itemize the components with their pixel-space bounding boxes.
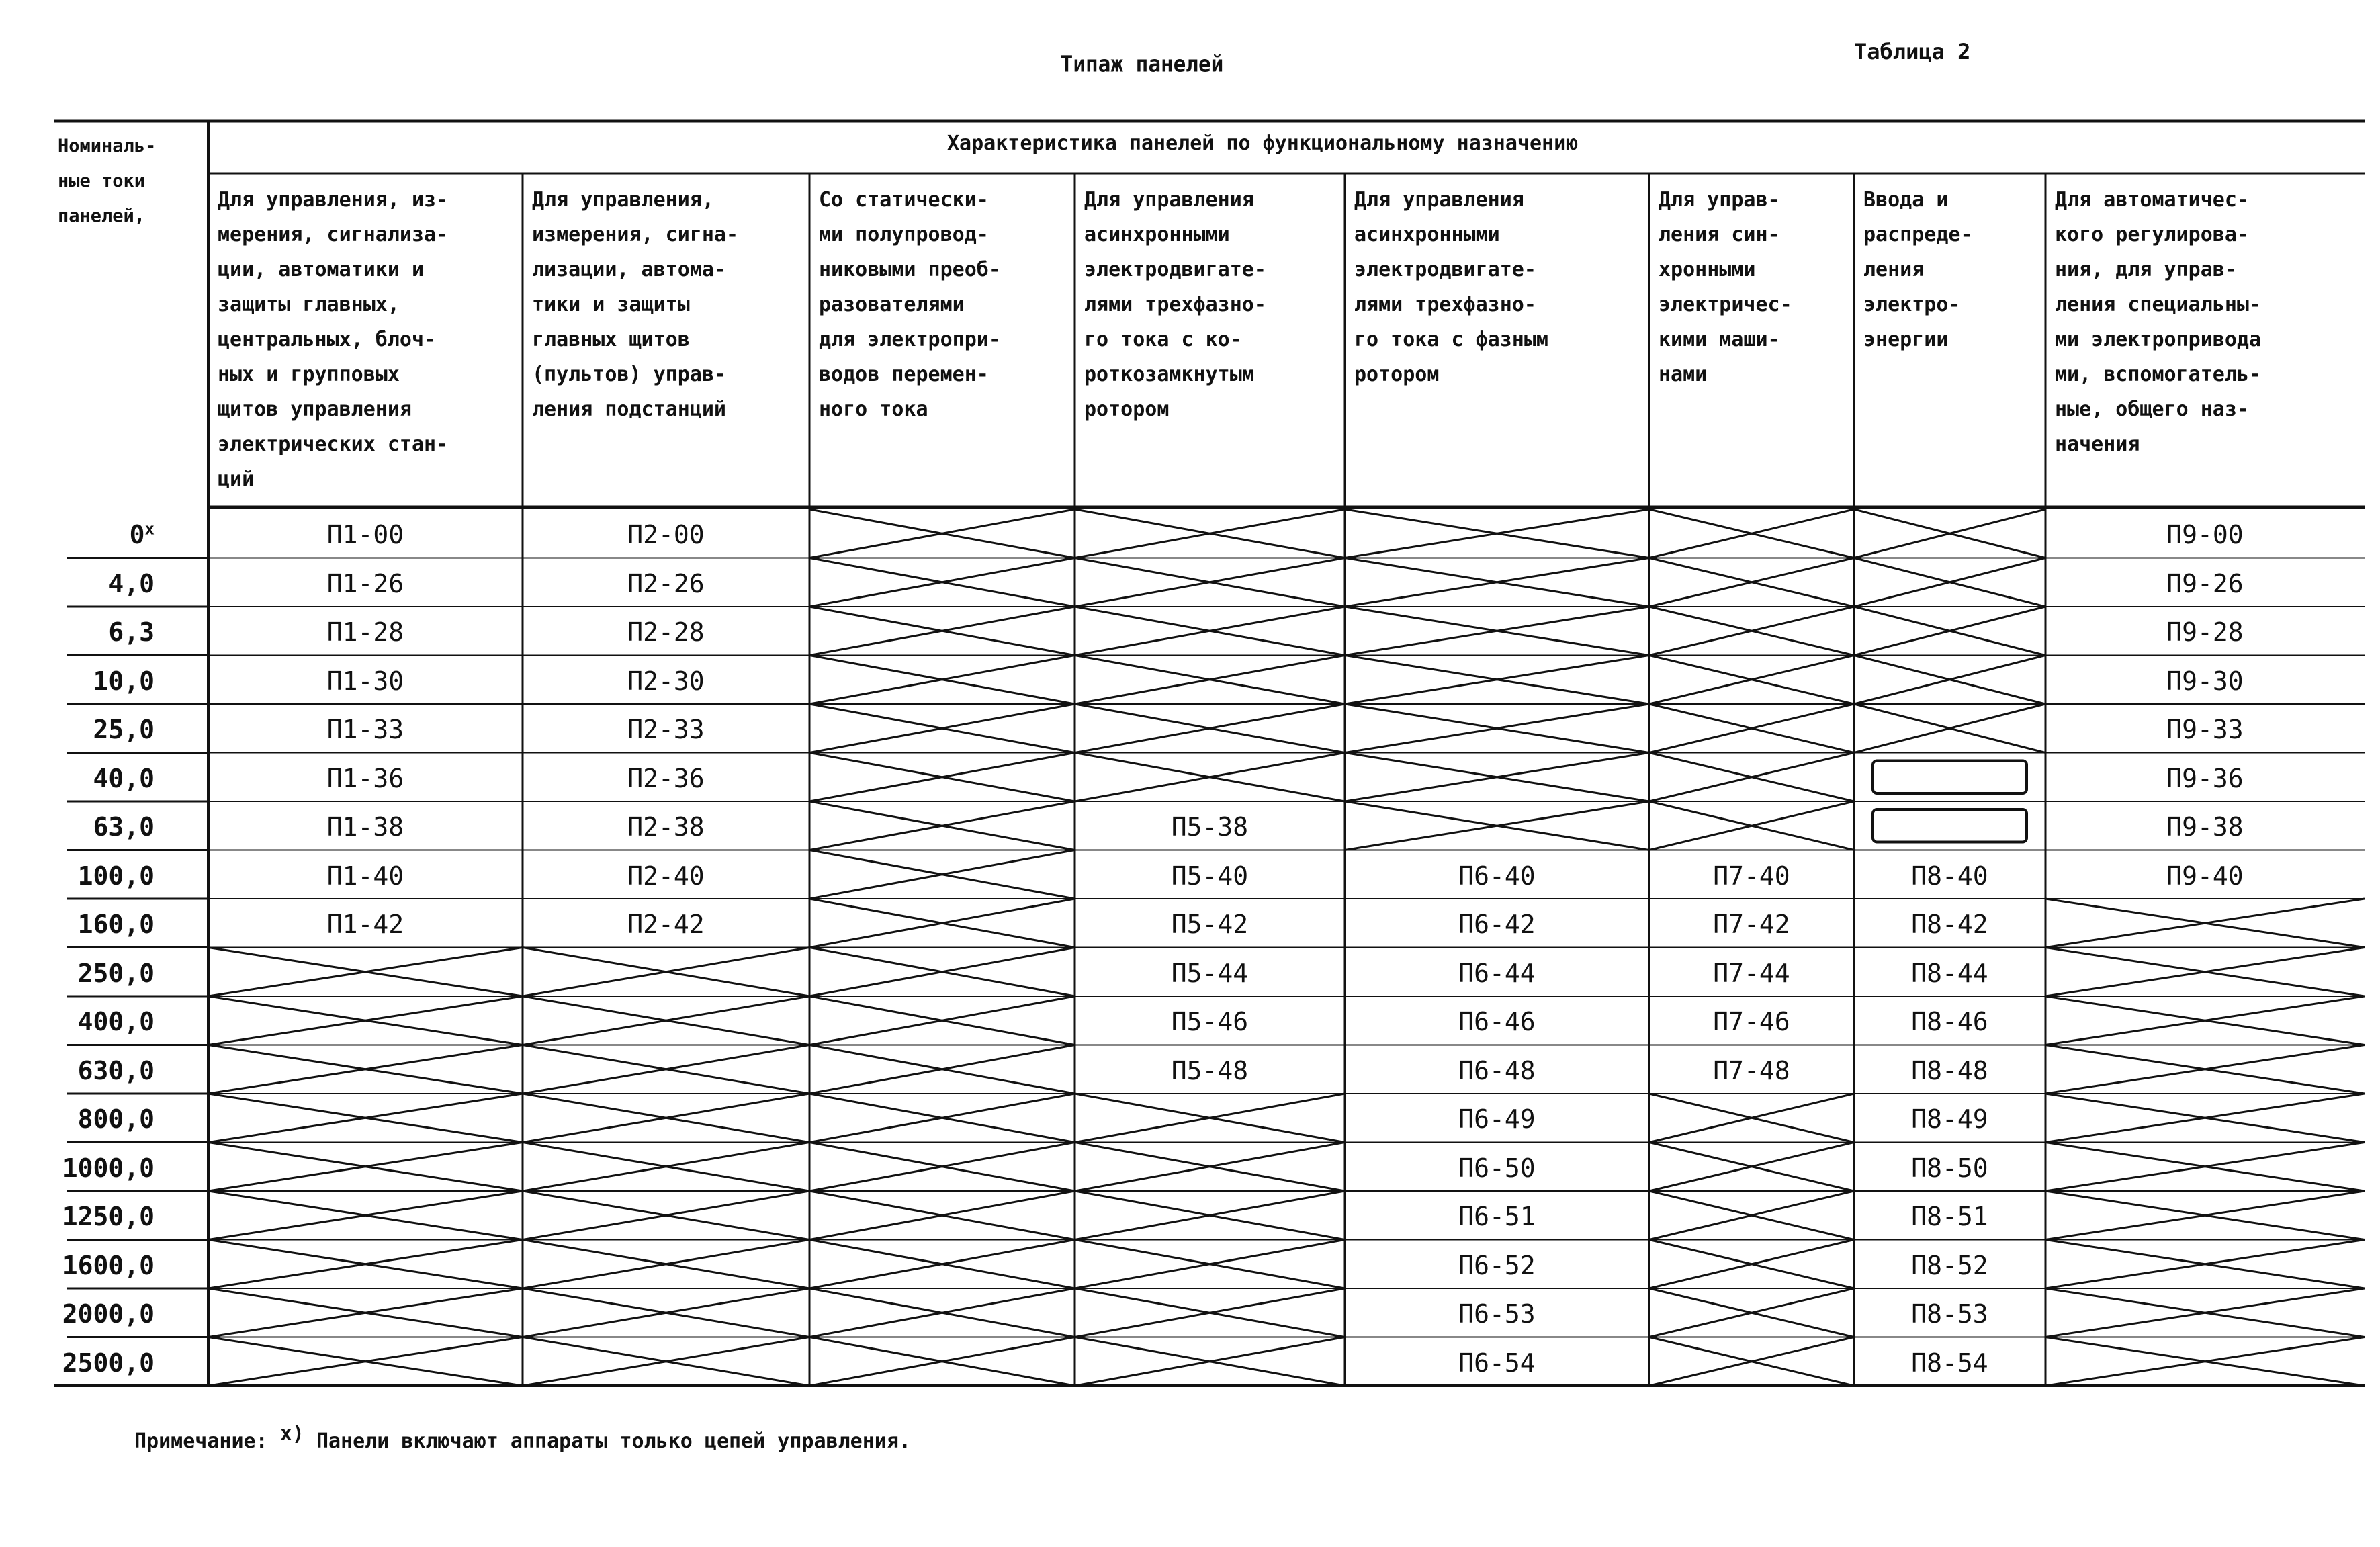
panel-code: П7-48 <box>1713 1055 1790 1086</box>
current-label <box>40 1192 155 1241</box>
panel-code: П9-33 <box>2166 715 2244 744</box>
panel-code: П8-49 <box>1911 1104 1988 1134</box>
current-value: 2500,0 <box>62 1347 155 1378</box>
column-header: Ввода и распреде- ления электро- энергии <box>1863 188 1973 351</box>
panel-code: П8-44 <box>1911 958 1988 988</box>
current-label <box>40 1095 155 1143</box>
current-value: 10,0 <box>93 666 155 696</box>
current-label <box>40 852 155 900</box>
current-label <box>40 803 155 851</box>
panel-code: П9-38 <box>2166 812 2244 842</box>
panel-code: П7-44 <box>1713 958 1790 988</box>
column-header: Для автоматичес- кого регулирова- ния, для управ- ления специальны- ми электропривода ми, вспомогатель- ные, общего наз- начения <box>2055 188 2262 456</box>
panel-code: П2-42 <box>627 910 705 939</box>
current-label <box>40 705 155 754</box>
panel-code: П7-42 <box>1713 910 1790 939</box>
panel-code: П2-00 <box>627 520 705 549</box>
panel-code: П9-00 <box>2166 520 2244 549</box>
current-value: 40,0 <box>93 763 155 793</box>
panel-code: П6-40 <box>1458 860 1536 891</box>
panel-code: П6-42 <box>1458 910 1536 939</box>
blank-box-cell <box>1873 809 2027 842</box>
panel-code: П8-50 <box>1911 1153 1988 1183</box>
current-value: 1600,0 <box>62 1250 155 1280</box>
current-label <box>40 1144 155 1192</box>
current-value: 800,0 <box>77 1104 155 1134</box>
panel-code: П2-36 <box>627 763 705 793</box>
panel-code: П6-50 <box>1458 1153 1536 1183</box>
panel-code: П5-40 <box>1171 860 1249 891</box>
current-footnote-marker: x <box>144 519 155 539</box>
current-label <box>40 754 155 803</box>
panel-code: П2-30 <box>627 666 705 696</box>
panel-code: П6-46 <box>1458 1007 1536 1036</box>
panel-code: П6-49 <box>1458 1104 1536 1134</box>
panel-code: П8-53 <box>1911 1299 1988 1329</box>
table-label: Таблица 2 <box>1854 39 1971 64</box>
panel-code: П5-38 <box>1171 812 1249 842</box>
current-label <box>40 1339 155 1387</box>
current-value: 250,0 <box>77 958 155 988</box>
current-value: 6,3 <box>108 617 155 647</box>
current-value: 25,0 <box>93 715 155 744</box>
current-label <box>40 608 155 656</box>
panel-code: П5-42 <box>1171 910 1249 939</box>
footnote-label: Примечание: <box>134 1429 268 1453</box>
panel-code: П1-00 <box>326 520 404 549</box>
panel-code: П1-38 <box>326 812 404 842</box>
panel-code: П1-28 <box>326 617 404 647</box>
panel-code: П5-48 <box>1171 1055 1249 1086</box>
current-value: 1000,0 <box>62 1153 155 1183</box>
column-header: Для управления, измерения, сигна- лизации, автома- тики и защиты главных щитов (пультов) управ- ления подстанций <box>532 188 739 421</box>
footnote <box>134 1422 911 1453</box>
current-label <box>40 1241 155 1290</box>
panel-code: П5-46 <box>1171 1007 1249 1036</box>
current-value: 100,0 <box>77 860 155 891</box>
panel-code: П1-26 <box>326 568 404 599</box>
panel-code: П8-48 <box>1911 1055 1988 1086</box>
column-header: Для управления, из- мерения, сигнализа- ции, автоматики и защиты главных, центральных, блоч- ных и групповых щитов управления электрических стан- ций <box>218 188 449 491</box>
current-label <box>40 1290 155 1338</box>
panel-code: П1-30 <box>326 666 404 696</box>
column-group-header: Характеристика панелей по функциональному назначению <box>947 132 1579 155</box>
panel-code: П9-40 <box>2166 860 2244 891</box>
current-value: 2000,0 <box>62 1299 155 1329</box>
column-header: Для управления асинхронными электродвигате- лями трехфазно- го тока с фазным ротором <box>1354 188 1548 386</box>
panel-code: П6-51 <box>1458 1202 1536 1231</box>
current-value: 630,0 <box>77 1055 155 1086</box>
panel-code: П2-28 <box>627 617 705 647</box>
current-value: 0 <box>129 520 145 549</box>
panel-code: П8-51 <box>1911 1202 1988 1231</box>
current-label <box>40 949 155 998</box>
current-value: 4,0 <box>108 568 155 599</box>
current-value: 1250,0 <box>62 1202 155 1231</box>
blank-box-cell <box>1873 761 2027 794</box>
footnote-marker: x) <box>279 1422 304 1446</box>
current-value: 400,0 <box>77 1007 155 1036</box>
panel-code: П5-44 <box>1171 958 1249 988</box>
panel-code: П2-26 <box>627 568 705 599</box>
panel-code: П9-36 <box>2166 763 2244 793</box>
panel-code: П1-36 <box>326 763 404 793</box>
panel-code: П1-40 <box>326 860 404 891</box>
panel-code: П2-40 <box>627 860 705 891</box>
panel-code: П1-42 <box>326 910 404 939</box>
panel-code: П9-30 <box>2166 666 2244 696</box>
current-label <box>40 900 155 948</box>
column-header: Со статически- ми полупровод- никовыми преоб- разователями для электропри- водов перемен- ного тока <box>819 188 1001 421</box>
panel-code: П7-40 <box>1713 860 1790 891</box>
panel-code: П6-54 <box>1458 1347 1536 1378</box>
panel-code: П8-54 <box>1911 1347 1988 1378</box>
panel-code: П8-46 <box>1911 1007 1988 1036</box>
row-header: Номиналь- ные токи панелей, <box>58 136 157 226</box>
column-header: Для управления асинхронными электродвигате- лями трехфазно- го тока с ко- роткозамкнутым ротором <box>1084 188 1266 421</box>
panel-code: П9-28 <box>2166 617 2244 647</box>
panel-code: П7-46 <box>1713 1007 1790 1036</box>
panel-code: П8-40 <box>1911 860 1988 891</box>
current-label <box>40 998 155 1046</box>
panel-code: П9-26 <box>2166 568 2244 599</box>
panel-code: П6-44 <box>1458 958 1536 988</box>
panel-code: П2-33 <box>627 715 705 744</box>
current-label <box>40 1047 155 1095</box>
column-header: Для управ- ления син- хронными электричес- кими маши- нами <box>1659 188 1792 386</box>
panel-code: П6-52 <box>1458 1250 1536 1280</box>
footnote-text: Панели включают аппараты только цепей управления. <box>316 1429 911 1453</box>
current-label <box>40 560 155 608</box>
panel-code: П6-48 <box>1458 1055 1536 1086</box>
panel-code: П8-42 <box>1911 910 1988 939</box>
current-value: 63,0 <box>93 812 155 842</box>
page-title: Типаж панелей <box>1060 52 1224 77</box>
current-label <box>40 511 155 559</box>
panel-code: П6-53 <box>1458 1299 1536 1329</box>
current-value: 160,0 <box>77 910 155 939</box>
panel-code: П2-38 <box>627 812 705 842</box>
panel-code: П8-52 <box>1911 1250 1988 1280</box>
panel-code: П1-33 <box>326 715 404 744</box>
current-label <box>40 657 155 705</box>
